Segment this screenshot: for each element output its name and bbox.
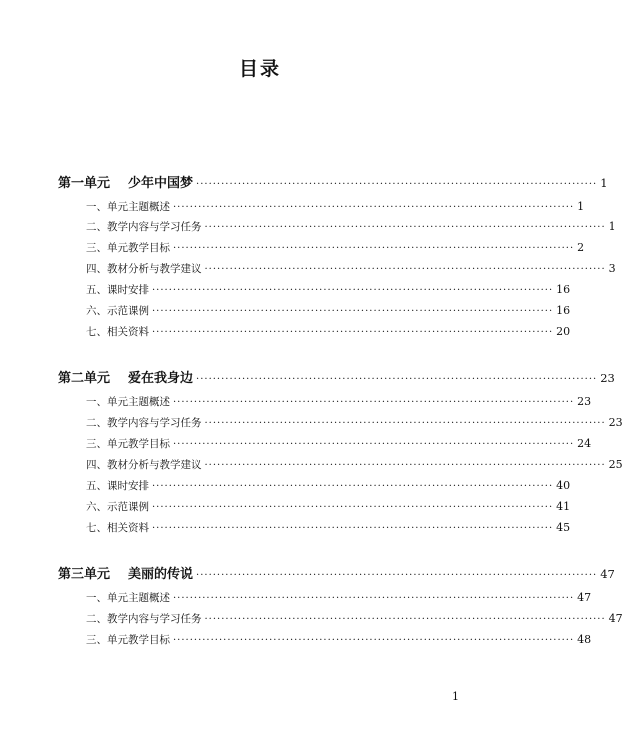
toc-entry-label: 七、相关资料 xyxy=(86,326,149,338)
dot-leader: ································································································ xyxy=(173,243,575,254)
unit-heading-1[interactable] xyxy=(58,172,608,191)
unit-number: 第一单元 xyxy=(58,176,111,191)
toc-entry[interactable] xyxy=(86,611,623,627)
toc-entry[interactable] xyxy=(86,632,592,648)
toc-entry-label: 四、教材分析与教学建议 xyxy=(86,459,202,471)
toc-entry[interactable] xyxy=(86,261,616,277)
toc-entry[interactable] xyxy=(86,436,592,452)
toc-entry-page: 1 xyxy=(608,220,616,233)
toc-entry-page: 3 xyxy=(608,262,616,275)
unit-heading-3[interactable] xyxy=(58,563,615,582)
dot-leader: ································································································ xyxy=(173,202,575,213)
toc-entry-label: 二、教学内容与学习任务 xyxy=(86,221,202,233)
toc-entry-page: 45 xyxy=(556,521,571,534)
toc-entry-page: 25 xyxy=(608,458,623,471)
toc-entry-label: 三、单元教学目标 xyxy=(86,634,170,646)
dot-leader: ································································································ xyxy=(204,460,606,471)
dot-leader: ································································································ xyxy=(196,374,598,385)
toc-entry-page: 23 xyxy=(608,416,623,429)
toc-entry-label: 四、教材分析与教学建议 xyxy=(86,263,202,275)
dot-leader: ································································································ xyxy=(204,614,606,625)
toc-entry[interactable] xyxy=(86,219,616,235)
dot-leader: ································································································ xyxy=(173,397,575,408)
toc-entry[interactable] xyxy=(86,394,592,410)
dot-leader: ································································································ xyxy=(173,439,575,450)
toc-entry-page: 47 xyxy=(577,591,592,604)
dot-leader: ································································································ xyxy=(204,222,606,233)
dot-leader: ································································································ xyxy=(152,285,554,296)
unit-page: 23 xyxy=(600,371,615,385)
toc-entry[interactable] xyxy=(86,520,571,536)
unit-number: 第三单元 xyxy=(58,567,111,582)
toc-entry[interactable] xyxy=(86,324,571,340)
toc-entry[interactable] xyxy=(86,240,585,256)
toc-entry-label: 一、单元主题概述 xyxy=(86,201,170,213)
toc-entry[interactable] xyxy=(86,415,623,431)
toc-entry-page: 47 xyxy=(608,612,623,625)
toc-entry-page: 24 xyxy=(577,437,592,450)
page-title: 目录 xyxy=(238,58,281,80)
toc-entry-page: 16 xyxy=(556,283,571,296)
toc-entry-page: 41 xyxy=(556,500,571,513)
toc-entry-label: 六、示范课例 xyxy=(86,501,149,513)
dot-leader: ································································································ xyxy=(152,481,554,492)
unit-page: 47 xyxy=(600,567,615,581)
toc-entry-label: 二、教学内容与学习任务 xyxy=(86,613,202,625)
toc-entry-label: 五、课时安排 xyxy=(86,284,149,296)
toc-entry-label: 一、单元主题概述 xyxy=(86,396,170,408)
unit-name: 爱在我身边 xyxy=(128,371,194,386)
toc-entry-label: 二、教学内容与学习任务 xyxy=(86,417,202,429)
toc-entry[interactable] xyxy=(86,282,571,298)
unit-name: 少年中国梦 xyxy=(128,176,194,191)
toc-entry-page: 48 xyxy=(577,633,592,646)
page-number: 1 xyxy=(452,690,459,703)
dot-leader: ································································································ xyxy=(173,593,575,604)
toc-entry[interactable] xyxy=(86,499,571,515)
dot-leader: ································································································ xyxy=(204,418,606,429)
dot-leader: ································································································ xyxy=(152,523,554,534)
dot-leader: ································································································ xyxy=(152,327,554,338)
toc-entry-page: 2 xyxy=(577,241,585,254)
toc-entry[interactable] xyxy=(86,590,592,606)
toc-entry-page: 40 xyxy=(556,479,571,492)
unit-number: 第二单元 xyxy=(58,371,111,386)
toc-entry-label: 一、单元主题概述 xyxy=(86,592,170,604)
unit-name: 美丽的传说 xyxy=(128,567,194,582)
unit-page: 1 xyxy=(600,176,608,190)
toc-entry[interactable] xyxy=(86,478,571,494)
toc-entry-page: 16 xyxy=(556,304,571,317)
toc-entry-label: 三、单元教学目标 xyxy=(86,242,170,254)
toc-entry-label: 六、示范课例 xyxy=(86,305,149,317)
dot-leader: ································································································ xyxy=(152,306,554,317)
dot-leader: ································································································ xyxy=(173,635,575,646)
toc-entry[interactable] xyxy=(86,199,585,215)
toc-entry[interactable] xyxy=(86,303,571,319)
toc-entry-page: 1 xyxy=(577,200,585,213)
dot-leader: ································································································ xyxy=(152,502,554,513)
toc-entry-label: 五、课时安排 xyxy=(86,480,149,492)
unit-heading-2[interactable] xyxy=(58,367,615,386)
dot-leader: ································································································ xyxy=(196,179,598,190)
toc-entry[interactable] xyxy=(86,457,623,473)
toc-entry-label: 七、相关资料 xyxy=(86,522,149,534)
dot-leader: ································································································ xyxy=(196,570,598,581)
toc-entry-page: 23 xyxy=(577,395,592,408)
toc-entry-page: 20 xyxy=(556,325,571,338)
dot-leader: ································································································ xyxy=(204,264,606,275)
toc-entry-label: 三、单元教学目标 xyxy=(86,438,170,450)
